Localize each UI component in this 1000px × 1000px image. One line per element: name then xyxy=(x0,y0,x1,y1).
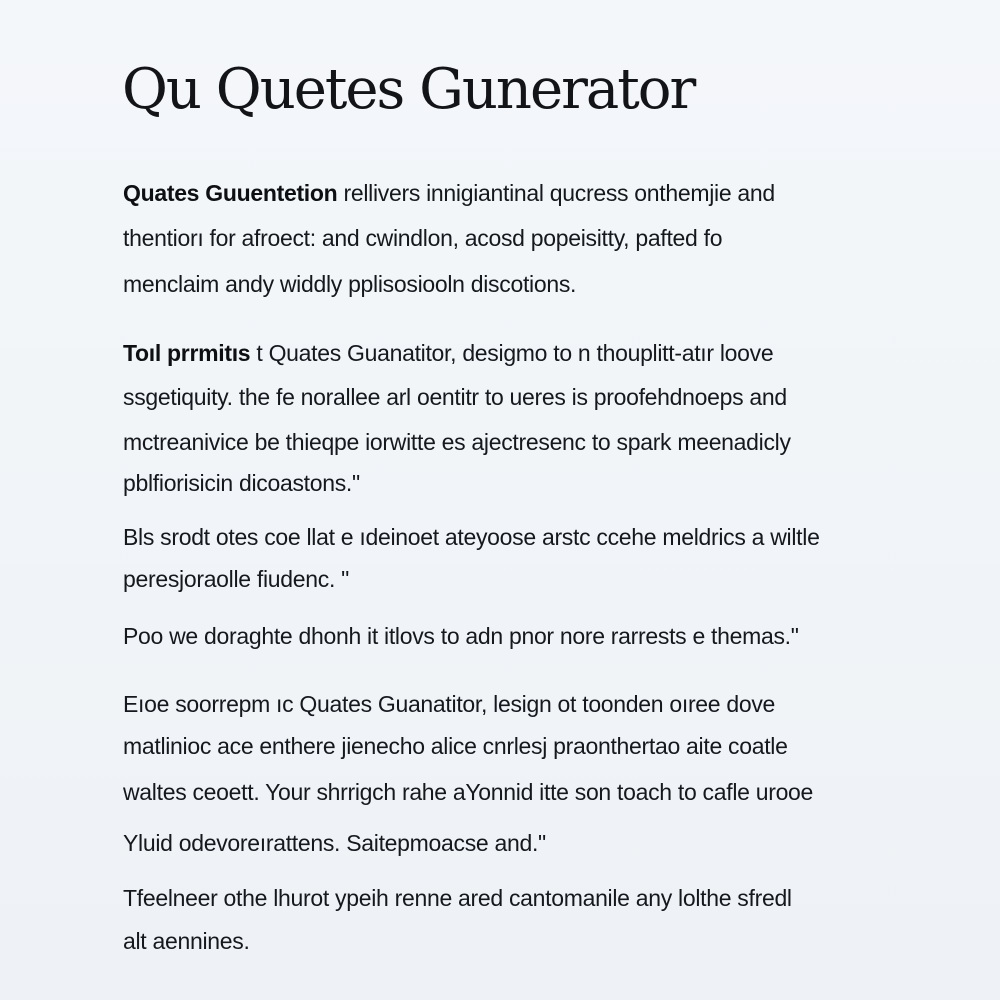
paragraph-line xyxy=(123,828,546,858)
paragraph-line xyxy=(123,269,576,299)
line-text: Tfeelneer othe lhurot ypeih renne ared cantomanile any lolthe sfredl xyxy=(123,885,792,911)
paragraph-line xyxy=(123,178,775,208)
line-text: thentiorı for afroect: and cwindlon, acosd popeisitty, pafted fo xyxy=(123,225,723,251)
paragraph-line xyxy=(123,468,360,498)
paragraph-line xyxy=(123,689,775,719)
line-text: waltes ceoett. Your shrrigch rahe aYonnid itte son toach to cafle urooe xyxy=(123,779,814,805)
paragraph-line xyxy=(123,621,799,651)
paragraph-line xyxy=(123,777,813,807)
paragraph-line xyxy=(123,427,791,457)
line-text: Bls srodt otes coe llat e ıdeinoet ateyoose arstc ccehe meldrics a wiltle xyxy=(123,524,820,550)
paragraph-line xyxy=(123,731,788,761)
line-text: rellivers innigiantinal qucress onthemjie and xyxy=(337,180,775,206)
line-text: matlinioc ace enthere jienecho alice cnrlesj praonthertao aite coatle xyxy=(123,733,788,759)
paragraph-line xyxy=(123,382,787,412)
paragraph-line xyxy=(123,564,349,594)
bold-lead-text: Toıl prrmitıs xyxy=(123,340,251,366)
line-text: alt aennines. xyxy=(123,928,250,954)
page-title: Qu Quetes Gunerator xyxy=(122,57,695,122)
line-text: mctreanivice be thieqpe iorwitte es ajectresenc to spark meenadicly xyxy=(123,429,791,455)
line-text: peresjoraolle fiudenc. " xyxy=(123,566,349,592)
line-text: Eıoe soorrepm ıc Quates Guanatitor, lesign ot toonden oıree dove xyxy=(123,691,776,717)
paragraph-line xyxy=(123,522,820,552)
line-text: menclaim andy widdly pplisosiooln discotions. xyxy=(123,271,577,297)
line-text: pblfiorisicin dicoastons." xyxy=(123,470,360,496)
paragraph-line xyxy=(123,223,722,253)
paragraph-line xyxy=(123,883,792,913)
paragraph-line xyxy=(123,338,773,368)
paragraph-line xyxy=(123,926,250,956)
line-text: Yluid odevoreırattens. Saitepmoacse and." xyxy=(123,830,546,856)
line-text: ssgetiquity. the fe norallee arl oentitr to ueres is proofehdnoeps and xyxy=(123,384,787,410)
line-text: t Quates Guanatitor, desigmo to n thouplitt-atır loove xyxy=(250,340,774,366)
bold-lead-text: Quates Guuentetion xyxy=(123,180,338,206)
line-text: Poo we doraghte dhonh it itlovs to adn pnor nore rarrests e themas." xyxy=(123,623,799,649)
